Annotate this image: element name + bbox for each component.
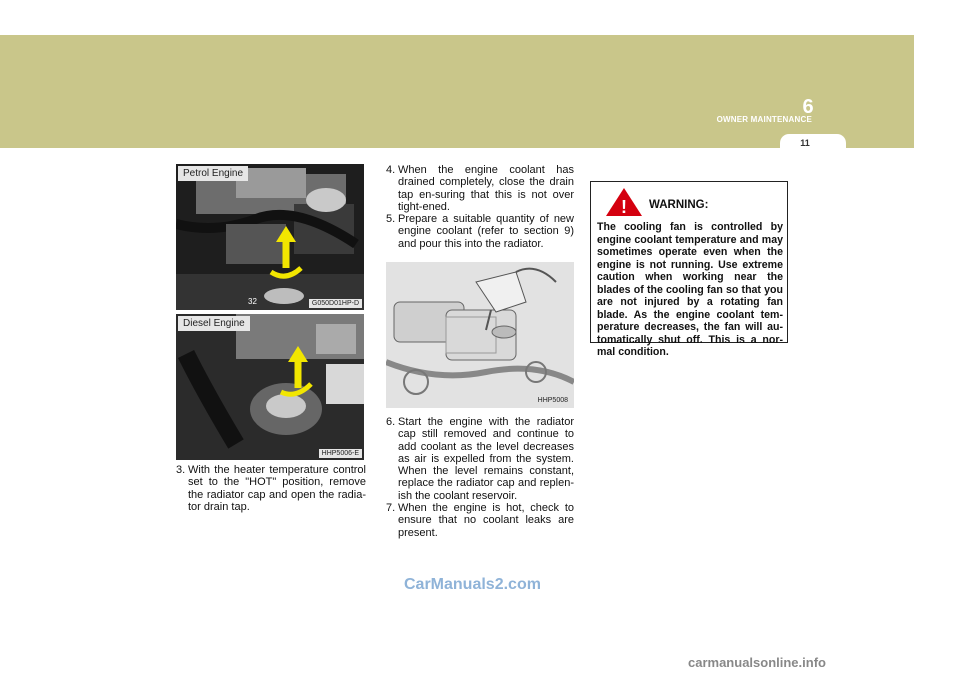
warning-text: The cooling fan is controlled by engine coolant temperature and may sometimes operate even when the engine is not running. Use extreme caution when working near the blades of the cooling fan so that you are not injured by a rotating fan blade. As the engine coolant tem-perature decreases, the fan will au-tomatically shut off. This is a nor-mal condition.: [597, 221, 783, 358]
coolant-refill-illustration: [386, 262, 574, 408]
photo-code-petrol: G050D01HP-D: [309, 299, 362, 308]
photo-label-diesel: Diesel Engine: [178, 316, 250, 331]
petrol-engine-photo: [176, 164, 364, 310]
step-5: [386, 213, 574, 250]
warning-box: [590, 181, 788, 358]
step-number: 6.: [386, 416, 396, 428]
step-number: 7.: [386, 502, 396, 515]
diesel-engine-photo: [176, 314, 364, 460]
step-number: 5.: [386, 213, 396, 226]
illustration-image: [386, 262, 574, 408]
watermark-bottom[interactable]: carmanualsonline.info: [688, 655, 826, 670]
warning-header: [597, 186, 783, 218]
step-text: Prepare a suitable quantity of new engine coolant (refer to section 9) and pour this into the radiator.: [398, 213, 574, 250]
illustration-code: HHP5008: [537, 397, 568, 404]
step-6: [386, 416, 574, 502]
step-text: Start the engine with the radiator cap still removed and continue to add coolant as the level decreases as air is expelled from the system. When the level remains constant, replace the radiator cap and replen-ish the coolant reservoir.: [398, 416, 574, 502]
warning-triangle-icon: [605, 187, 643, 217]
watermark-top[interactable]: CarManuals2.com: [404, 576, 541, 593]
warning-symbol: !: [621, 197, 627, 217]
header-band: [0, 35, 914, 148]
photo-code-diesel: HHP5006-E: [319, 449, 362, 458]
step-text: With the heater temperature control set to the "HOT" position, remove the radiator cap and open the radia-tor drain tap.: [188, 464, 366, 513]
steps-mid-bottom: [386, 416, 574, 539]
step-4: [386, 164, 574, 213]
step-text: When the engine coolant has drained completely, close the drain tap en-suring that this is not over tight-ened.: [398, 164, 574, 213]
step-number: 4.: [386, 164, 396, 176]
warning-title: WARNING:: [649, 199, 709, 211]
engine-image: [176, 314, 364, 460]
step-number: 3.: [176, 464, 186, 476]
steps-mid-top: [386, 164, 574, 250]
photo-label-petrol: Petrol Engine: [178, 166, 248, 181]
engine-image: [176, 164, 364, 310]
section-number: 6: [802, 96, 814, 118]
page-number: 11: [800, 138, 810, 148]
steps-left: [176, 464, 366, 513]
step-3: [176, 464, 366, 513]
step-text: When the engine is hot, check to ensure that no coolant leaks are present.: [398, 502, 574, 539]
step-7: [386, 502, 574, 539]
section-label: OWNER MAINTENANCE: [716, 115, 812, 124]
arrow-number: 32: [248, 297, 257, 306]
